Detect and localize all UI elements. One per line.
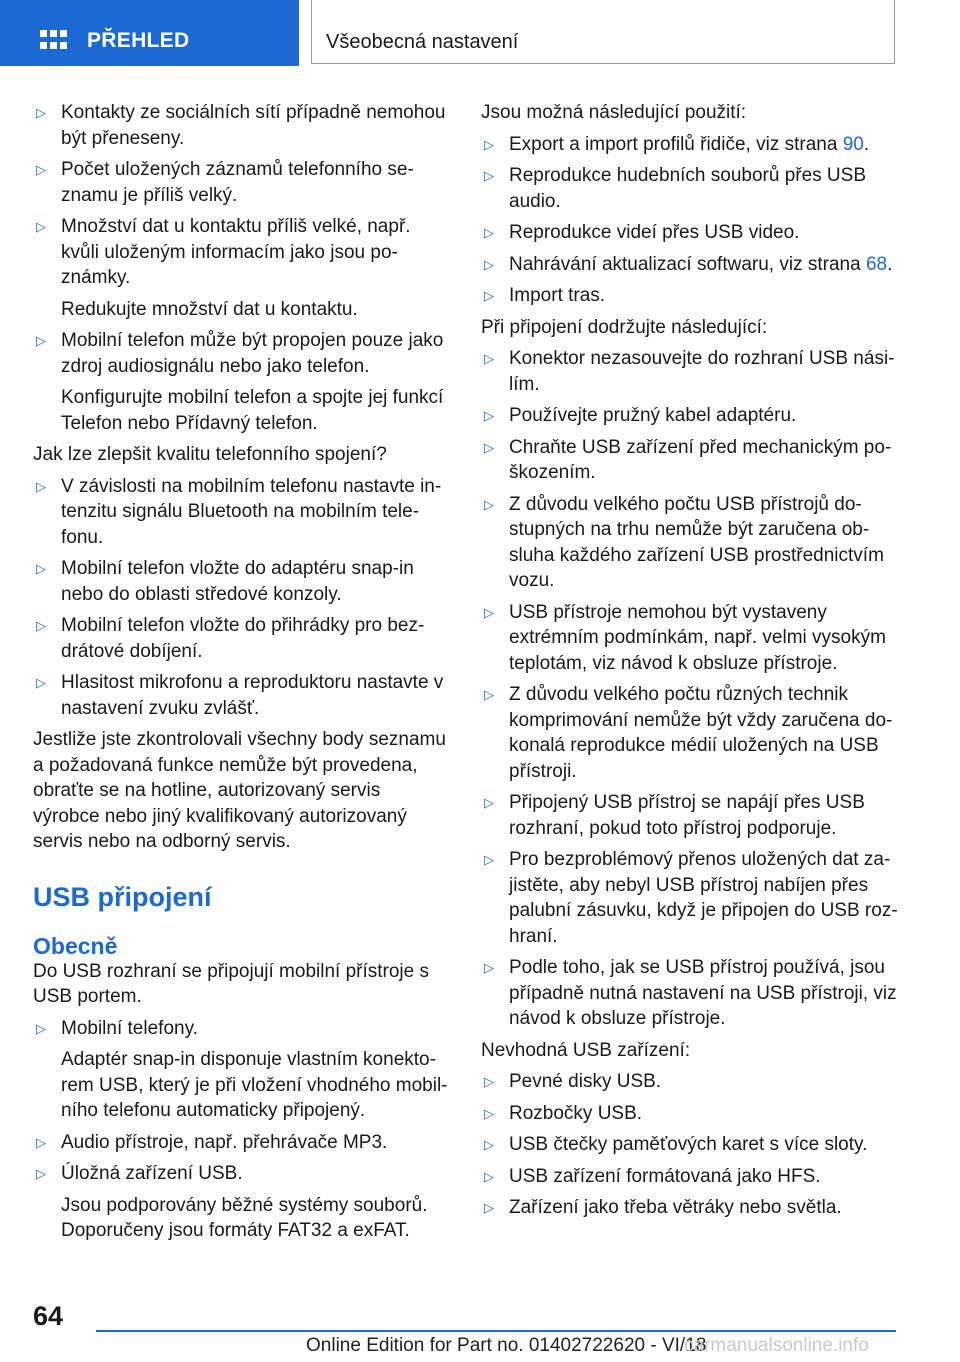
list-item: ▷ Úložná zařízení USB. — [36, 1163, 243, 1184]
triangle-bullet-icon: ▷ — [484, 604, 494, 620]
question-text: Jak lze zlepšit kvalitu telefonního spojení? — [33, 444, 387, 465]
paragraph: Jsou možná následující použití: — [481, 102, 747, 123]
triangle-bullet-icon: ▷ — [484, 1074, 494, 1089]
list-item: ▷ Kontakty ze sociálních sítí případně nemohou být přeneseny. — [36, 102, 446, 149]
triangle-bullet-icon: ▷ — [36, 1020, 46, 1036]
list-item: ▷ Reprodukce videí přes USB video. — [484, 222, 800, 243]
list-item: ▷ Mobilní telefon vložte do přihrádky pro bezdrátové dobíjení. — [36, 615, 425, 662]
list-item: ▷ Export a import profilů řidiče, viz strana 90. — [484, 133, 870, 155]
list-item: ▷ USB přístroje nemohou být vystaveny extrémním podmínkám, např. velmi vysokým teplotám, viz návod k obsluze přístroje. — [484, 601, 886, 674]
list-item: ▷ Mobilní telefony. — [36, 1017, 198, 1039]
list-item: ▷ Používejte pružný kabel adaptéru. — [484, 405, 797, 426]
triangle-bullet-icon: ▷ — [484, 1200, 494, 1215]
page-number: 64 — [33, 1301, 64, 1331]
triangle-bullet-icon: ▷ — [484, 351, 494, 366]
triangle-bullet-icon: ▷ — [484, 256, 494, 272]
triangle-bullet-icon: ▷ — [36, 1134, 46, 1150]
page-header — [0, 0, 960, 66]
list-item-note: Jsou podporovány běžné systémy souborů. Doporučeny jsou formáty FAT32 a exFAT. — [61, 1194, 428, 1241]
triangle-bullet-icon: ▷ — [484, 496, 494, 512]
triangle-bullet-icon: ▷ — [36, 1166, 46, 1181]
paragraph: Nevhodná USB zařízení: — [481, 1039, 691, 1061]
list-item: ▷ Připojený USB přístroj se napájí přes USB rozhraní, pokud toto přístroj podporuje. — [484, 792, 865, 839]
list-item: ▷ Z důvodu velkého počtu různých technik komprimování nemůže být vždy zaručena dokonalá reprodukce médií uložených na USB přístroji. — [484, 684, 893, 782]
triangle-bullet-icon: ▷ — [36, 105, 46, 120]
footer-divider — [96, 1330, 896, 1332]
list-item: ▷ V závislosti na mobilním telefonu nastavte intenzitu signálu Bluetooth na mobilním telefonu. — [36, 475, 442, 548]
list-item: ▷ Nahrávání aktualizací softwaru, viz strana 68. — [484, 253, 893, 275]
triangle-bullet-icon: ▷ — [484, 408, 494, 423]
triangle-bullet-icon: ▷ — [484, 225, 494, 240]
list-item: ▷ Reprodukce hudebních souborů přes USB audio. — [484, 165, 867, 212]
list-item: ▷ Mobilní telefon vložte do adaptéru snap-in nebo do oblasti středové konzoly. — [36, 558, 414, 605]
list-item: ▷ USB zařízení formátovaná jako HFS. — [484, 1165, 821, 1187]
watermark: carmanualsonline.info — [684, 1335, 869, 1356]
triangle-bullet-icon: ▷ — [484, 136, 494, 152]
triangle-bullet-icon: ▷ — [36, 618, 46, 633]
list-item: ▷ Z důvodu velkého počtu USB přístrojů dostupných na trhu nemůže být zaručena obsluha každého zařízení USB prostřednictvím vozu. — [484, 493, 884, 591]
triangle-bullet-icon: ▷ — [36, 333, 46, 348]
list-item: ▷ Pro bezproblémový přenos uložených dat zajistěte, aby nebyl USB přístroj nabíjen přes palubní zásuvku, když je připojen do USB rozhraní. — [484, 849, 898, 947]
list-item: ▷ Import tras. — [484, 285, 606, 306]
triangle-bullet-icon: ▷ — [36, 478, 46, 494]
triangle-bullet-icon: ▷ — [484, 960, 494, 975]
list-item: ▷ Konektor nezasouvejte do rozhraní USB násilím. — [484, 348, 895, 395]
list-item-note: Adaptér snap-in disponuje vlastním konektorem USB, který je při vložení vhodného mobilního telefonu automaticky připojený. — [61, 1049, 448, 1121]
page-link[interactable]: 68 — [865, 253, 888, 275]
triangle-bullet-icon: ▷ — [484, 795, 494, 810]
triangle-bullet-icon: ▷ — [36, 675, 46, 690]
paragraph: Při připojení dodržujte následující: — [481, 316, 768, 338]
list-item: ▷ Množství dat u kontaktu příliš velké, např. kvůli uloženým informacím jako jsou poznámky. — [36, 216, 411, 288]
page-link[interactable]: 90 — [842, 133, 864, 155]
list-item: ▷ Pevné disky USB. — [484, 1071, 662, 1092]
list-item: ▷ Počet uložených záznamů telefonního seznamu je příliš velký. — [36, 159, 414, 206]
triangle-bullet-icon: ▷ — [484, 168, 494, 183]
list-item: ▷ Hlasitost mikrofonu a reproduktoru nastavte v nastavení zvuku zvlášť. — [36, 672, 444, 719]
list-item: ▷ Audio přístroje, např. přehrávače MP3. — [36, 1131, 388, 1153]
triangle-bullet-icon: ▷ — [484, 1105, 494, 1121]
paragraph: Jestliže jste zkontrolovali všechny body seznamu a požadovaná funkce nemůže být provedena, obraťte se na hotline, autorizovaný servis výrobce nebo jiný kvalifikovaný autorizovaný servis nebo na odborný servis. — [33, 729, 446, 852]
section-title: Všeobecná nastavení — [326, 31, 519, 53]
list-item: ▷ Zařízení jako třeba větráky nebo světla. — [484, 1197, 842, 1218]
list-item-note: Konfigurujte mobilní telefon a spojte jej funkcí Telefon nebo Přídavný telefon. — [61, 387, 444, 434]
triangle-bullet-icon: ▷ — [484, 1168, 494, 1184]
triangle-bullet-icon: ▷ — [484, 852, 494, 867]
triangle-bullet-icon: ▷ — [484, 687, 494, 702]
section-heading: USB připojení — [33, 881, 212, 912]
list-item: ▷ Rozbočky USB. — [484, 1102, 643, 1124]
right-column — [481, 100, 899, 1227]
left-column — [33, 100, 451, 1250]
triangle-bullet-icon: ▷ — [36, 219, 46, 234]
overview-tab[interactable] — [0, 0, 299, 66]
triangle-bullet-icon: ▷ — [36, 162, 46, 177]
section-tab[interactable] — [311, 0, 895, 64]
list-item-note: Redukujte množství dat u kontaktu. — [61, 298, 358, 320]
list-item: ▷ Podle toho, jak se USB přístroj používá, jsou případně nutná nastavení na USB přístroji, viz návod k obsluze přístroje. — [484, 957, 897, 1029]
paragraph: Do USB rozhraní se připojují mobilní přístroje s USB portem. — [33, 960, 429, 1007]
footer-edition: Online Edition for Part no. 01402722620 - VI/18 — [306, 1335, 707, 1356]
triangle-bullet-icon: ▷ — [484, 1137, 494, 1152]
list-item: ▷ Mobilní telefon může být propojen pouze jako zdroj audiosignálu nebo jako telefon. — [36, 330, 444, 377]
list-item: ▷ Chraňte USB zařízení před mechanickým poškozením. — [484, 436, 892, 483]
subsection-heading: Obecně — [33, 932, 118, 959]
list-item: ▷ USB čtečky paměťových karet s více sloty. — [484, 1134, 868, 1155]
grid-icon — [40, 30, 68, 52]
triangle-bullet-icon: ▷ — [484, 439, 494, 455]
triangle-bullet-icon: ▷ — [484, 288, 494, 303]
overview-label: PŘEHLED — [87, 29, 190, 52]
triangle-bullet-icon: ▷ — [36, 561, 46, 576]
